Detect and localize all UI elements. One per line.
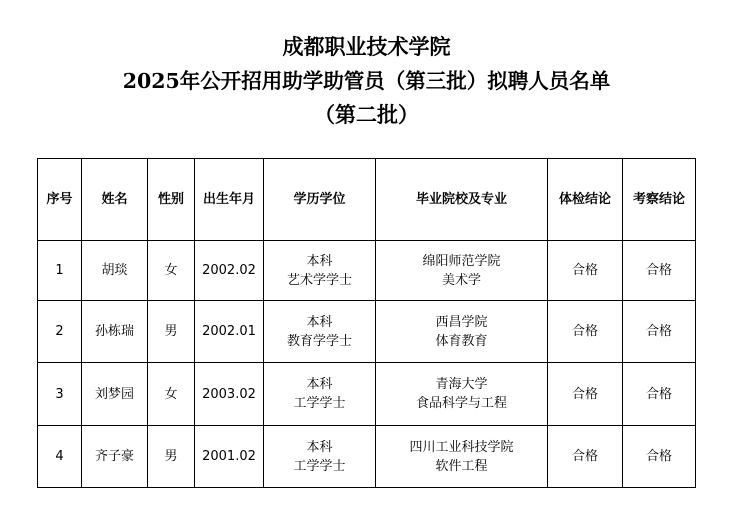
cell-school-major	[376, 241, 548, 301]
cell-gender: 女	[148, 241, 195, 301]
table-row	[38, 301, 696, 363]
cell-school-major	[376, 301, 548, 363]
header-cell-name: 姓名	[82, 159, 148, 241]
cell-name: 齐子豪	[82, 426, 148, 488]
school: 四川工业科技学院	[409, 439, 514, 455]
cell-review: 合格	[623, 241, 696, 301]
cell-number: 1	[38, 241, 82, 301]
cell-education	[264, 301, 376, 363]
candidate-table	[37, 158, 696, 488]
cell-birth: 2002.02	[195, 241, 264, 301]
cell-medical: 合格	[548, 301, 623, 363]
cell-name: 刘梦园	[82, 363, 148, 426]
major: 体育教育	[435, 333, 488, 349]
degree: 工学学士	[293, 458, 346, 474]
major: 软件工程	[435, 458, 488, 474]
cell-education	[264, 241, 376, 301]
cell-birth: 2003.02	[195, 363, 264, 426]
cell-number: 2	[38, 301, 82, 363]
cell-education	[264, 426, 376, 488]
degree: 艺术学学士	[286, 272, 352, 288]
cell-gender: 女	[148, 363, 195, 426]
education-level: 本科	[306, 377, 333, 392]
education-level: 本科	[306, 439, 333, 455]
table-row	[38, 426, 696, 488]
school: 青海大学	[435, 377, 488, 392]
cell-name: 孙栋瑞	[82, 301, 148, 363]
header-cell-birth: 出生年月	[195, 159, 264, 241]
document-title: 成都职业技术学院	[282, 34, 451, 59]
table-header-row	[38, 159, 696, 241]
table-row	[38, 363, 696, 426]
cell-review: 合格	[623, 426, 696, 488]
degree: 教育学学士	[286, 333, 352, 349]
major: 美术学	[441, 272, 481, 288]
cell-name: 胡琰	[82, 241, 148, 301]
header-cell-number: 序号	[38, 159, 82, 241]
education-level: 本科	[306, 314, 333, 330]
header-cell-review: 考察结论	[623, 159, 696, 241]
degree: 工学学士	[293, 396, 346, 411]
cell-birth: 2002.01	[195, 301, 264, 363]
cell-review: 合格	[623, 301, 696, 363]
education-level: 本科	[306, 253, 333, 269]
cell-medical: 合格	[548, 426, 623, 488]
school: 西昌学院	[435, 314, 488, 330]
header-cell-gender: 性别	[148, 159, 195, 241]
table-row	[38, 241, 696, 301]
document-batch-label: （第二批）	[314, 102, 419, 127]
cell-school-major	[376, 426, 548, 488]
cell-gender: 男	[148, 301, 195, 363]
cell-review: 合格	[623, 363, 696, 426]
school: 绵阳师范学院	[422, 253, 501, 269]
major: 食品科学与工程	[415, 396, 507, 411]
cell-medical: 合格	[548, 241, 623, 301]
document-subtitle: 2025年公开招用助学助管员（第三批）拟聘人员名单	[122, 69, 611, 93]
cell-medical: 合格	[548, 363, 623, 426]
header-cell-medical: 体检结论	[548, 159, 623, 241]
cell-number: 4	[38, 426, 82, 488]
cell-school-major	[376, 363, 548, 426]
cell-number: 3	[38, 363, 82, 426]
header-cell-school-major: 毕业院校及专业	[376, 159, 548, 241]
header-cell-education: 学历学位	[264, 159, 376, 241]
cell-gender: 男	[148, 426, 195, 488]
cell-birth: 2001.02	[195, 426, 264, 488]
cell-education	[264, 363, 376, 426]
